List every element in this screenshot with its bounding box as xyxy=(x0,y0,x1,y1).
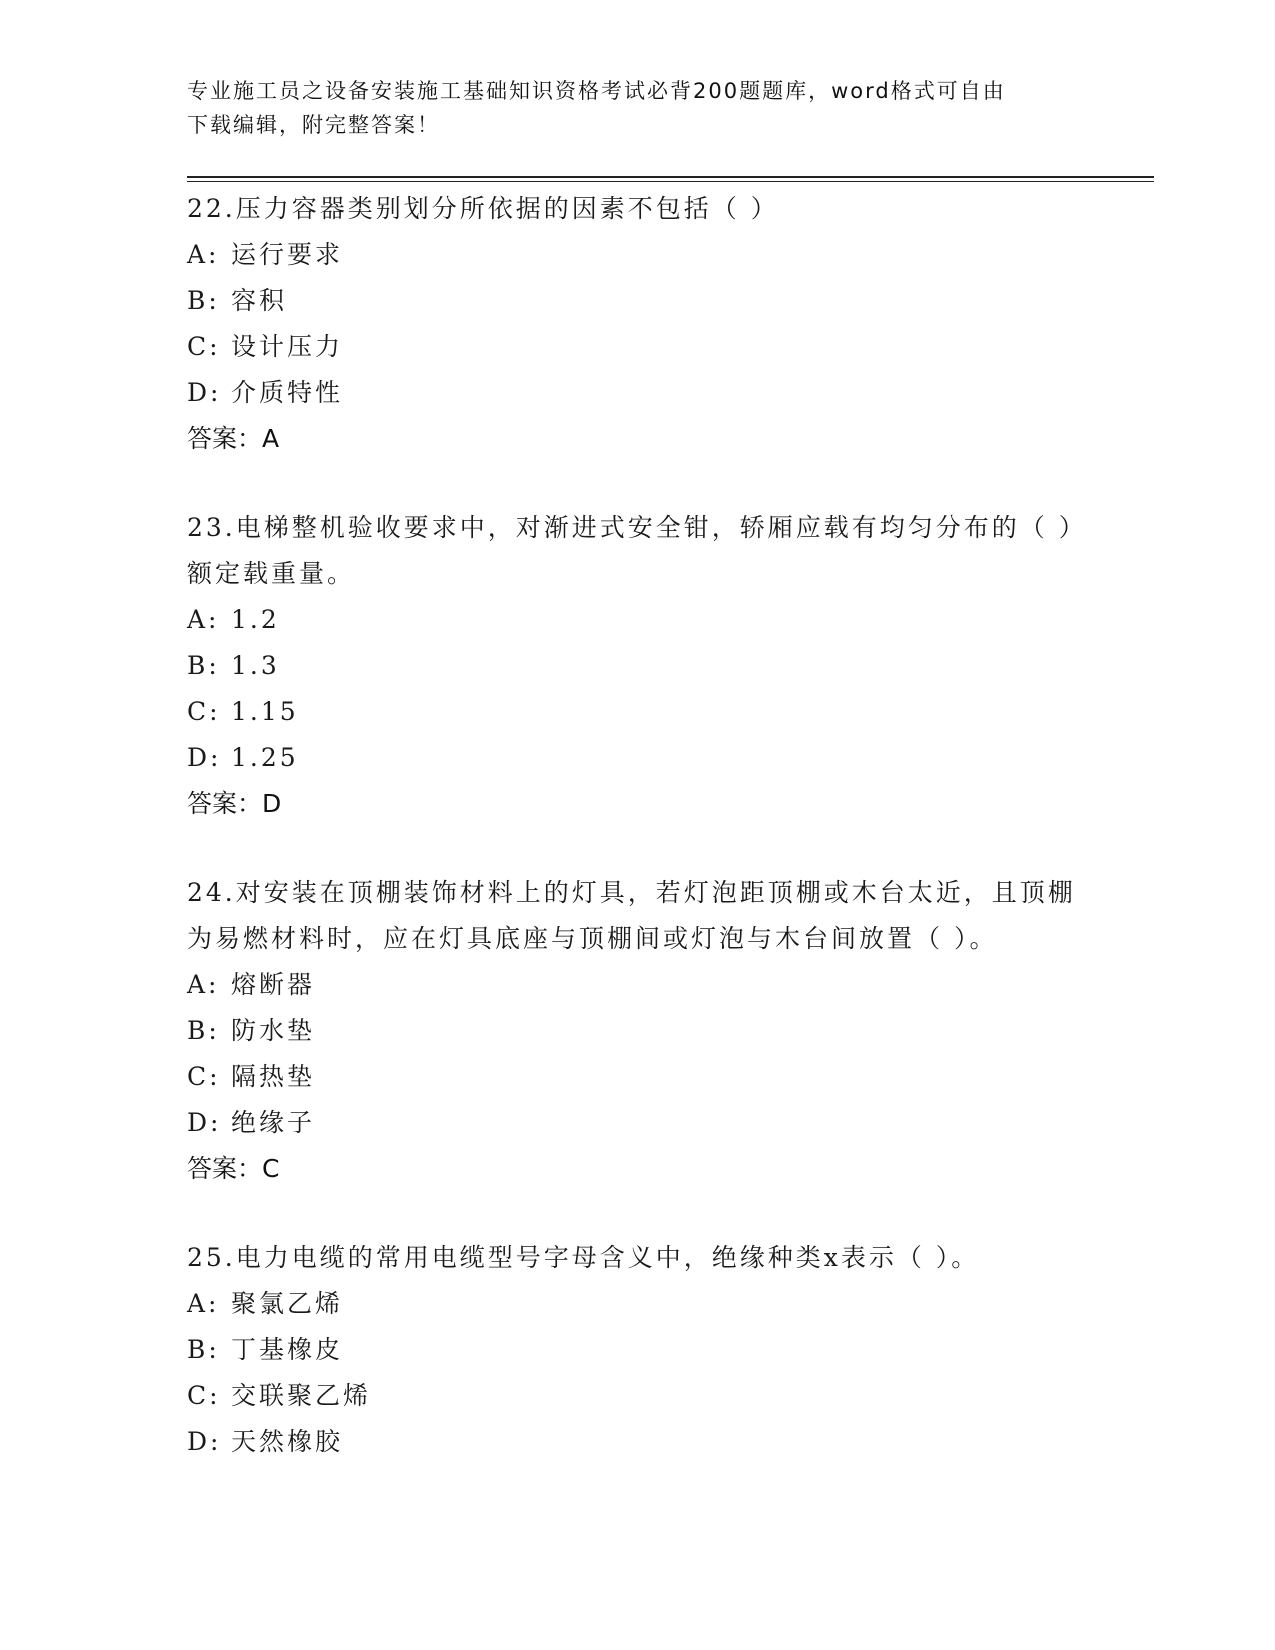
header-divider-thick xyxy=(187,176,1154,178)
option-letter: C: xyxy=(187,697,221,726)
option-d xyxy=(187,735,1087,781)
question-24 xyxy=(187,870,1087,1192)
answer: 答案：C xyxy=(187,1154,280,1183)
answer: 答案：A xyxy=(187,424,280,453)
question-text: 23.电梯整机验收要求中，对渐进式安全钳，轿厢应载有均匀分布的（ ）额定载重量。 xyxy=(187,513,1087,588)
option-letter: A: xyxy=(187,240,220,269)
option-letter: C: xyxy=(187,332,221,361)
option-letter: B: xyxy=(187,286,220,315)
option-a xyxy=(187,962,1087,1008)
option-d xyxy=(187,1100,1087,1146)
option-letter: A: xyxy=(187,1289,220,1318)
option-letter: B: xyxy=(187,1335,220,1364)
option-b xyxy=(187,1008,1087,1054)
option-text: 交联聚乙烯 xyxy=(231,1381,372,1410)
option-text: 1.25 xyxy=(231,743,299,772)
option-letter: C: xyxy=(187,1062,221,1091)
option-a xyxy=(187,232,1087,278)
question-22 xyxy=(187,186,1087,462)
option-text: 绝缘子 xyxy=(231,1108,316,1137)
option-letter: B: xyxy=(187,651,220,680)
question-text: 24.对安装在顶棚装饰材料上的灯具，若灯泡距顶棚或木台太近，且顶棚为易燃材料时，应在灯具底座与顶棚间或灯泡与木台间放置（ ）。 xyxy=(187,878,1076,953)
option-letter: D: xyxy=(187,378,222,407)
header-line-1: 专业施工员之设备安装施工基础知识资格考试必背200题题库，word格式可自由 xyxy=(187,79,1006,103)
option-b xyxy=(187,1327,1087,1373)
option-a xyxy=(187,1281,1087,1327)
option-letter: B: xyxy=(187,1016,220,1045)
option-letter: D: xyxy=(187,1108,222,1137)
option-c xyxy=(187,1373,1087,1419)
option-b xyxy=(187,643,1087,689)
question-text: 22.压力容器类别划分所依据的因素不包括（ ） xyxy=(187,194,779,223)
option-letter: A: xyxy=(187,970,220,999)
option-b xyxy=(187,278,1087,324)
answer: 答案：D xyxy=(187,789,282,818)
option-letter: A: xyxy=(187,605,220,634)
question-25 xyxy=(187,1235,1087,1465)
option-text: 熔断器 xyxy=(231,970,316,999)
option-text: 设计压力 xyxy=(231,332,344,361)
option-text: 丁基橡皮 xyxy=(231,1335,344,1364)
option-letter: D: xyxy=(187,1427,222,1456)
option-c xyxy=(187,689,1087,735)
option-text: 介质特性 xyxy=(231,378,344,407)
header-divider-thin xyxy=(187,181,1154,182)
option-letter: D: xyxy=(187,743,222,772)
option-c xyxy=(187,324,1087,370)
option-letter: C: xyxy=(187,1381,221,1410)
question-text: 25.电力电缆的常用电缆型号字母含义中，绝缘种类x表示（ ）。 xyxy=(187,1243,980,1272)
option-text: 1.2 xyxy=(231,605,280,634)
option-c xyxy=(187,1054,1087,1100)
option-text: 聚氯乙烯 xyxy=(231,1289,344,1318)
header-line-2: 下载编辑，附完整答案！ xyxy=(187,113,440,137)
option-text: 容积 xyxy=(231,286,288,315)
option-text: 天然橡胶 xyxy=(231,1427,344,1456)
document-header xyxy=(187,74,1087,142)
option-a xyxy=(187,597,1087,643)
option-text: 运行要求 xyxy=(231,240,344,269)
option-text: 1.3 xyxy=(231,651,280,680)
option-d xyxy=(187,370,1087,416)
option-d xyxy=(187,1419,1087,1465)
option-text: 防水垫 xyxy=(231,1016,316,1045)
question-23 xyxy=(187,505,1087,827)
option-text: 隔热垫 xyxy=(231,1062,316,1091)
option-text: 1.15 xyxy=(231,697,299,726)
